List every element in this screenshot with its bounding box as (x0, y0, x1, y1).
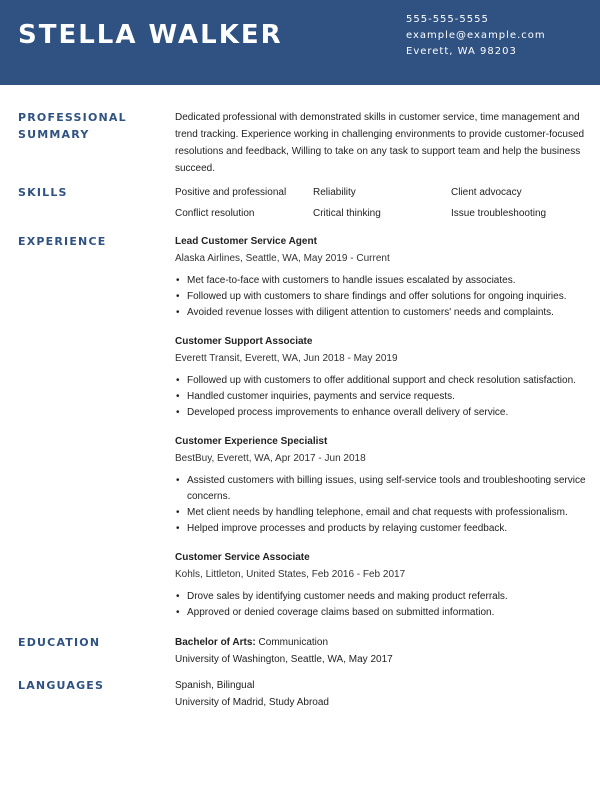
job-bullets (175, 373, 595, 421)
summary-text: Dedicated professional with demonstrated skills in customer service, time management and trend tracking. Experience working in challenging environments to provide customer-focused resolutions and feedback, Willing to take on any task to support team and help the business succeed. (175, 112, 585, 174)
degree-label: Bachelor of Arts: (175, 637, 256, 648)
skill-item: Issue troubleshooting (451, 208, 547, 219)
email-address: example@example.com (406, 30, 546, 41)
job-bullets (175, 473, 595, 537)
job-title: Customer Service Associate (175, 552, 310, 563)
job-bullets (175, 589, 595, 621)
job-bullet: • Avoided revenue losses with diligent attention to customers' needs and complaints. (187, 305, 595, 321)
skills-list (175, 184, 595, 222)
job-bullet: • Followed up with customers to offer additional support and check resolution satisfaction. (187, 373, 595, 389)
phone-number: 555-555-5555 (406, 14, 489, 25)
job-bullet: • Drove sales by identifying customer needs and making product referrals. (187, 589, 595, 605)
job-title: Customer Experience Specialist (175, 436, 328, 447)
degree-line (175, 634, 595, 651)
job-bullet: • Met client needs by handling telephone, email and chat requests with professionalism. (187, 505, 595, 521)
job-bullet: • Helped improve processes and products by relaying customer feedback. (187, 521, 595, 537)
job-bullet: • Followed up with customers to share findings and offer solutions for ongoing inquiries. (187, 289, 595, 305)
job-entry (175, 333, 595, 433)
job-bullet: • Developed process improvements to enhance overall delivery of service. (187, 405, 595, 421)
skill-item: Critical thinking (313, 208, 381, 219)
job-entry (175, 433, 595, 549)
job-title: Lead Customer Service Agent (175, 236, 317, 247)
job-bullet: • Approved or denied coverage claims based on submitted information. (187, 605, 595, 621)
job-bullet: • Met face-to-face with customers to handle issues escalated by associates. (187, 273, 595, 289)
skills-title: SKILLS (18, 186, 68, 199)
skill-item: Reliability (313, 187, 356, 198)
job-bullet: • Handled customer inquiries, payments and service requests. (187, 389, 595, 405)
language-study-line: University of Madrid, Study Abroad (175, 697, 329, 708)
job-bullets (175, 273, 595, 321)
contact-info (406, 12, 546, 60)
experience-title: EXPERIENCE (18, 235, 107, 248)
skill-item: Positive and professional (175, 187, 287, 198)
job-title: Customer Support Associate (175, 336, 313, 347)
job-meta: Kohls, Littleton, United States, Feb 2016 - Feb 2017 (175, 569, 406, 580)
education-body (175, 634, 595, 668)
summary-title-line1: PROFESSIONAL (18, 111, 127, 124)
candidate-name: STELLA WALKER (18, 20, 283, 50)
location: Everett, WA 98203 (406, 46, 517, 57)
job-meta: Everett Transit, Everett, WA, Jun 2018 - May 2019 (175, 353, 398, 364)
languages-title: LANGUAGES (18, 679, 105, 692)
experience-list (175, 233, 595, 621)
degree-field: Communication (258, 637, 329, 648)
job-meta: BestBuy, Everett, WA, Apr 2017 - Jun 2018 (175, 453, 366, 464)
school-line: University of Washington, Seattle, WA, May 2017 (175, 654, 393, 665)
job-meta: Alaska Airlines, Seattle, WA, May 2019 - Current (175, 253, 390, 264)
languages-body (175, 677, 595, 711)
job-entry (175, 549, 595, 621)
education-title: EDUCATION (18, 636, 101, 649)
job-entry (175, 233, 595, 333)
skill-item: Conflict resolution (175, 208, 255, 219)
language-line: Spanish, Bilingual (175, 680, 255, 691)
resume-header (0, 0, 600, 85)
summary-title (18, 109, 158, 143)
skill-item: Client advocacy (451, 187, 522, 198)
summary-title-line2: SUMMARY (18, 128, 90, 141)
job-bullet: • Assisted customers with billing issues, using self-service tools and troubleshooting service concerns. (187, 473, 595, 505)
